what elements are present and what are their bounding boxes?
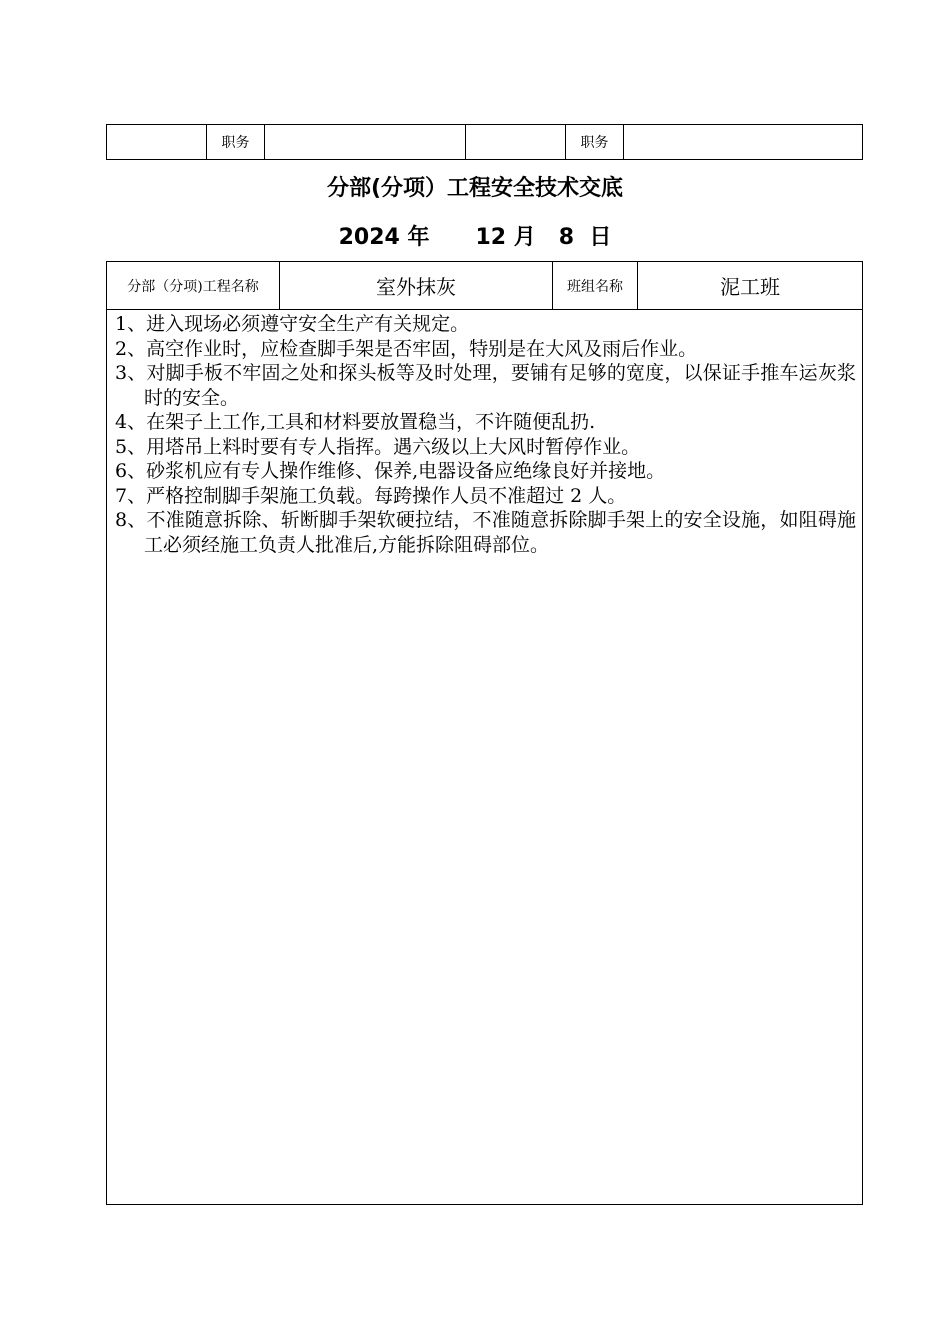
- position-label-right: 职务: [566, 125, 624, 160]
- briefing-header-row: [107, 262, 863, 310]
- position-label-left: 职务: [207, 125, 265, 160]
- list-item: 6、砂浆机应有专人操作维修、保养,电器设备应绝缘良好并接地。: [115, 460, 666, 482]
- safety-items-list: [115, 312, 856, 557]
- briefing-content-row: [107, 310, 863, 1205]
- project-name-label: 分部（分项)工程名称: [107, 262, 280, 310]
- list-item: 5、用塔吊上料时要有专人指挥。遇六级以上大风时暂停作业。: [115, 435, 641, 458]
- position-value-right: [624, 125, 863, 160]
- position-value-left: [265, 125, 466, 160]
- list-item: 7、严格控制脚手架施工负载。每跨操作人员不准超过 2 人。: [115, 484, 627, 507]
- date-month-unit: 月: [513, 225, 536, 250]
- briefing-table: [106, 261, 863, 1205]
- name-cell-left: [107, 125, 207, 160]
- name-cell-right: [466, 125, 566, 160]
- date-day: 8: [558, 225, 575, 250]
- date-month: 12: [475, 225, 507, 250]
- briefing-content: [107, 310, 863, 1205]
- signature-table: [106, 124, 863, 160]
- project-name-value: 室外抹灰: [280, 262, 553, 310]
- team-name-value: 泥工班: [638, 262, 863, 310]
- document-title: 分部(分项）工程安全技术交底: [326, 176, 624, 201]
- list-item: 8、不准随意拆除、斩断脚手架软硬拉结，不准随意拆除脚手架上的安全设施，如阻碍施工必须经施工负责人批准后,方能拆除阻碍部位。: [115, 509, 856, 556]
- list-item: 3、对脚手板不牢固之处和探头板等及时处理，要铺有足够的宽度，以保证手推车运灰浆时的安全。: [115, 362, 856, 409]
- list-item: 2、高空作业时，应检查脚手架是否牢固，特别是在大风及雨后作业。: [115, 337, 698, 360]
- date-year: 2024: [338, 225, 400, 250]
- signature-row: [107, 125, 863, 160]
- date-year-unit: 年: [407, 225, 430, 250]
- list-item: 1、进入现场必须遵守安全生产有关规定。: [115, 313, 470, 335]
- document-date: [0, 220, 950, 251]
- team-name-label: 班组名称: [553, 262, 638, 310]
- list-item: 4、在架子上工作,工具和材料要放置稳当，不许随便乱扔.: [115, 411, 596, 433]
- date-day-unit: 日: [589, 225, 612, 250]
